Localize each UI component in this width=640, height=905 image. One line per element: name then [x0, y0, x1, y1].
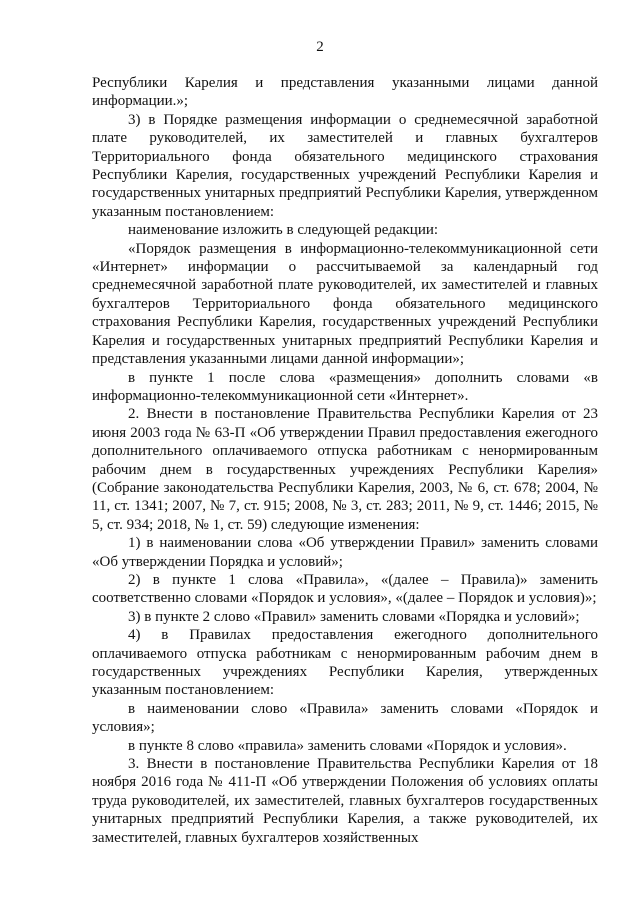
- paragraph: 4) в Правилах предоставления ежегодного дополнительного оплачиваемого отпуска работникам с ненормированным рабочим днем в государственных учреждениях Республики Карелия, утвержденных указанным постановлением:: [92, 627, 598, 699]
- paragraph: 2. Внести в постановление Правительства Республики Карелия от 23 июня 2003 года № 63-П «Об утверждении Правил предоставления ежегодного дополнительного оплачиваемого отпуска работникам с ненормированным рабочим днем в государственных учреждениях Республики Карелия» (Собрание законодательства Республики Карелия, 2003, № 6, ст. 678; 2004, № 11, ст. 1341; 2007, № 7, ст. 915; 2008, № 3, ст. 283; 2011, № 9, ст. 1446; 2015, № 5, ст. 934; 2018, № 1, ст. 59) следующие изменения:: [92, 406, 598, 533]
- paragraph: наименование изложить в следующей редакции:: [128, 222, 439, 239]
- paragraph: 1) в наименовании слова «Об утверждении Правил» заменить словами «Об утверждении Порядка и условий»;: [92, 535, 598, 570]
- page-number: 2: [316, 39, 324, 55]
- paragraph: 3) в Порядке размещения информации о среднемесячной заработной плате руководителей, их заместителей и главных бухгалтеров Территориального фонда обязательного медицинского страхования Республики Карелия, государственных учреждений Республики Карелия и государственных унитарных предприятий Республики Карелия, утвержденном указанным постановлением:: [92, 111, 598, 220]
- paragraph: Республики Карелия и представления указанными лицами данной информации.»;: [92, 75, 598, 110]
- paragraph: 3. Внести в постановление Правительства Республики Карелия от 18 ноября 2016 года № 411-П «Об утверждении Положения об условиях оплаты труда руководителей, их заместителей, главных бухгалтеров государственных унитарных предприятий Республики Карелия, а также руководителей, их заместителей, главных бухгалтеров хозяйственных: [92, 756, 598, 846]
- paragraph: в пункте 8 слово «правила» заменить словами «Порядок и условия».: [128, 737, 567, 754]
- paragraph: 2) в пункте 1 слова «Правила», «(далее – Правила)» заменить соответственно словами «Порядок и условия», «(далее – Порядок и условия)»;: [92, 571, 598, 607]
- document-body: [92, 74, 598, 847]
- paragraph: в пункте 1 после слова «размещения» дополнить словами «в информационно-телекоммуникационной сети «Интернет».: [92, 369, 598, 404]
- paragraph: 3) в пункте 2 слово «Правил» заменить словами «Порядка и условий»;: [128, 608, 580, 625]
- paragraph: в наименовании слово «Правила» заменить словами «Порядок и условия»;: [92, 700, 598, 736]
- paragraph: «Порядок размещения в информационно-телекоммуникационной сети «Интернет» информации о рассчитываемой за календарный год среднемесячной заработной плате руководителей, их заместителей и главных бухгалтеров Территориального фонда обязательного медицинского страхования Республики Карелия, государственных учреждений Республики Карелия и государственных унитарных предприятий Республики Карелия и представления указанными лицами данной информации»;: [92, 240, 598, 368]
